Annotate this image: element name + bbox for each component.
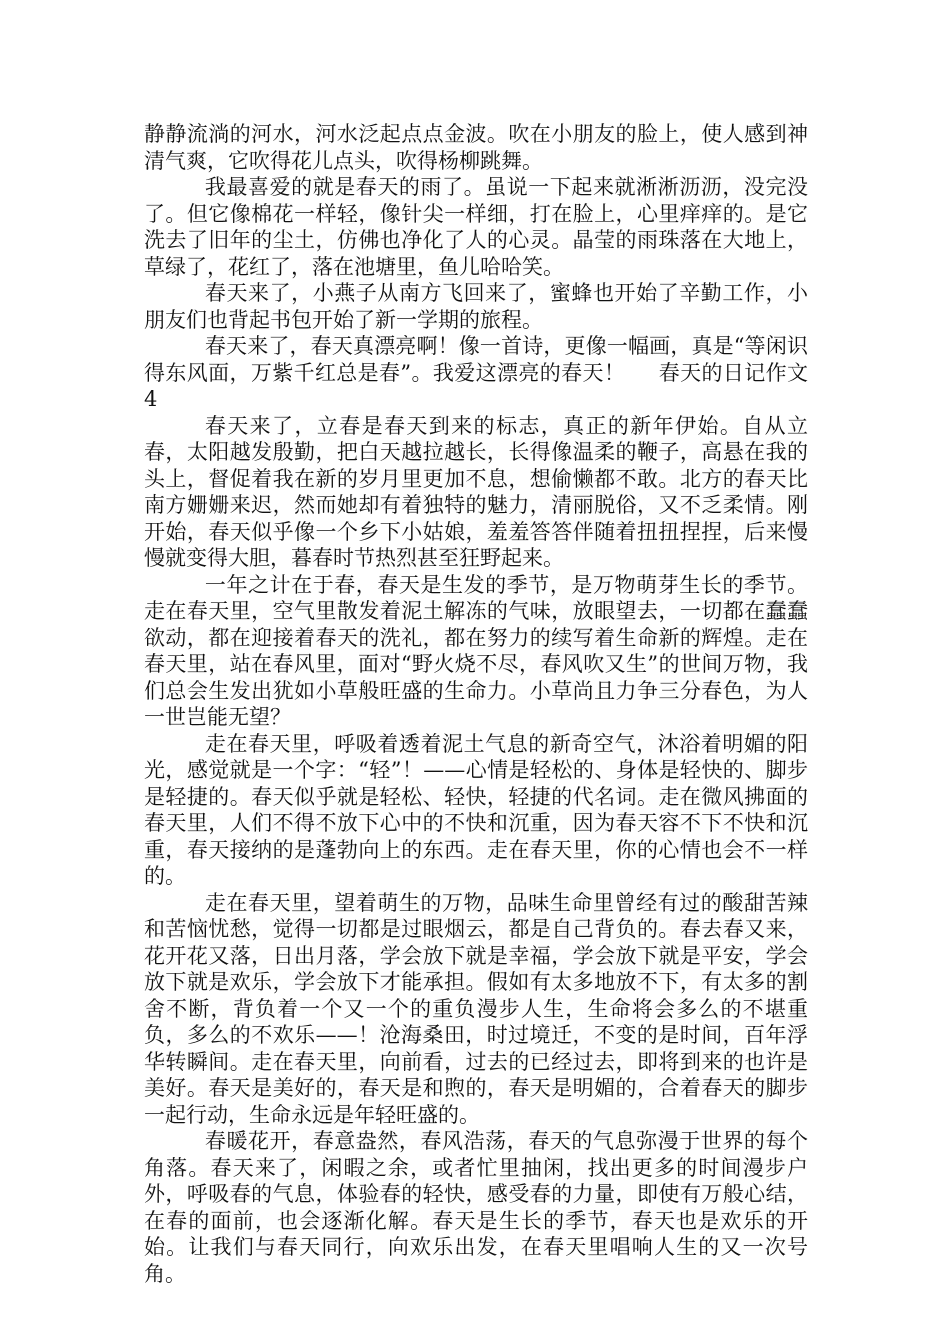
paragraph-7: 走在春天里，呼吸着透着泥土气息的新奇空气，沐浴着明媚的阳光，感觉就是一个字：“轻”！——心情是轻松的、身体是轻快的、脚步是轻捷的。春天似乎就是轻松、轻快，轻捷的代名词。走在微风拂面的春天里，人们不得不放下心中的不快和沉重，因为春天容不下不快和沉重，春天接纳的是蓬勃向上的东西。走在春天里，你的心情也会不一样的。 xyxy=(144,731,808,888)
paragraph-6: 一年之计在于春，春天是生发的季节，是万物萌芽生长的季节。走在春天里，空气里散发着泥土解冻的气味，放眼望去，一切都在蠢蠢欲动，都在迎接着春天的洗礼，都在努力的续写着生命新的辉煌。走在春天里，站在春风里，面对“野火烧不尽，春风吹又生”的世间万物，我们总会生发出犹如小草般旺盛的生命力。小草尚且力争三分春色，为人一世岂能无望？ xyxy=(144,572,808,729)
paragraph-1: 静静流淌的河水，河水泛起点点金波。吹在小朋友的脸上，使人感到神清气爽，它吹得花儿点头，吹得杨柳跳舞。 xyxy=(144,122,808,173)
section-heading: 春天的日记作文4 xyxy=(144,360,809,411)
paragraph-9: 春暖花开，春意盎然，春风浩荡，春天的气息弥漫于世界的每个角落。春天来了，闲暇之余，或者忙里抽闲，找出更多的时间漫步户外，呼吸春的气息，体验春的轻快，感受春的力量，即使有万般心结，在春的面前，也会逐渐化解。春天是生长的季节，春天也是欢乐的开始。让我们与春天同行，向欢乐出发，在春天里唱响人生的又一次号角。 xyxy=(144,1129,808,1286)
paragraph-4-text: 春天来了，春天真漂亮啊！像一首诗，更像一幅画，真是“等闲识得东风面，万紫千红总是春”。我爱这漂亮的春天！ xyxy=(144,334,808,385)
document-body xyxy=(144,121,808,1287)
paragraph-3: 春天来了，小燕子从南方飞回来了，蜜蜂也开始了辛勤工作，小朋友们也背起书包开始了新一学期的旅程。 xyxy=(144,281,808,332)
paragraph-2: 我最喜爱的就是春天的雨了。虽说一下起来就淅淅沥沥，没完没了。但它像棉花一样轻，像针尖一样细，打在脸上，心里痒痒的。是它洗去了旧年的尘土，仿佛也净化了人的心灵。晶莹的雨珠落在大地上，草绿了，花红了，落在池塘里，鱼儿哈哈笑。 xyxy=(144,175,808,279)
paragraph-5: 春天来了，立春是春天到来的标志，真正的新年伊始。自从立春，太阳越发殷勤，把白天越拉越长，长得像温柔的鞭子，高悬在我的头上，督促着我在新的岁月里更加不息，想偷懒都不敢。北方的春天比南方姗姗来迟，然而她却有着独特的魅力，清丽脱俗，又不乏柔情。刚开始，春天似乎像一个乡下小姑娘，羞羞答答伴随着扭扭捏捏，后来慢慢就变得大胆，暮春时节热烈甚至狂野起来。 xyxy=(144,413,808,570)
paragraph-8: 走在春天里，望着萌生的万物，品味生命里曾经有过的酸甜苦辣和苦恼忧愁，觉得一切都是过眼烟云，都是自己背负的。春去春又来，花开花又落，日出月落，学会放下就是幸福，学会放下就是平安，学会放下就是欢乐，学会放下才能承担。假如有太多地放不下，有太多的割舍不断，背负着一个又一个的重负漫步人生，生命将会多么的不堪重负，多么的不欢乐——！沧海桑田，时过境迁，不变的是时间，百年浮华转瞬间。走在春天里，向前看，过去的已经过去，即将到来的也许是美好。春天是美好的，春天是和煦的，春天是明媚的，合着春天的脚步一起行动，生命永远是年轻旺盛的。 xyxy=(144,890,808,1127)
paragraph-4 xyxy=(144,333,808,413)
